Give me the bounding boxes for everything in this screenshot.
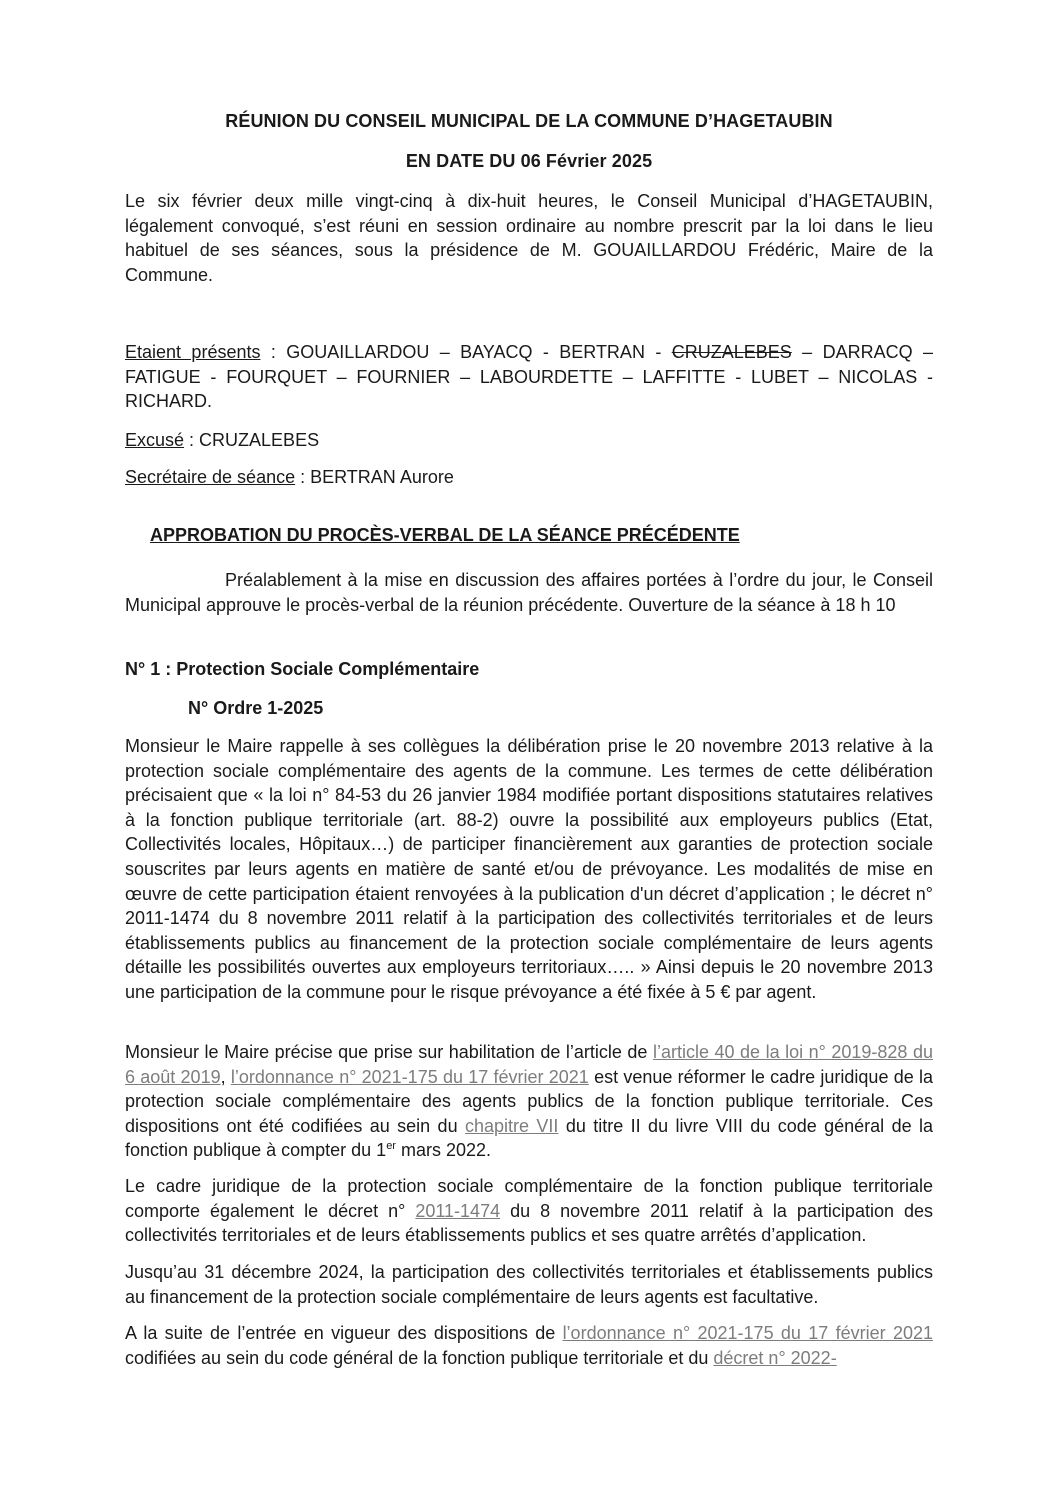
secretary-line: [125, 465, 933, 490]
intro-paragraph: Le six février deux mille vingt-cinq à dix-huit heures, le Conseil Municipal d’HAGETAUBIN, légalement convoqué, s’est réuni en session ordinaire au nombre prescrit par la loi dans le lieu habituel de ses séances, sous la présidence de M. GOUAILLARDOU Frédéric, Maire de la Commune.: [125, 191, 933, 285]
excused-label: Excusé: [125, 430, 185, 450]
p2-text-a: Monsieur le Maire précise que prise sur habilitation de l’article de: [125, 1042, 653, 1062]
item1-paragraph-1: Monsieur le Maire rappelle à ses collègues la délibération prise le 20 novembre 2013 relative à la protection sociale complémentaire des agents de la commune. Les termes de cette délibération précisaient que « la loi n° 84-53 du 26 janvier 1984 modifiée portant dispositions statutaires relatives à la fonction publique territoriale (art. 88-2) ouvre la possibilité aux employeurs publics (Etat, Collectivités locales, Hôpitaux…) de participer financièrement aux garanties de protection sociale souscrites par leurs agents en matière de santé et/ou de prévoyance. Les modalités de mise en œuvre de cette participation étaient renvoyées à la publication d'un décret d’application ; le décret n° 2011-1474 du 8 novembre 2011 relatif à la participation des collectivités territoriales et de leurs établissements publics au financement de la protection sociale complémentaire de leurs agents détaille les possibilités ouvertes aux employeurs territoriaux….. » Ainsi depuis le 20 novembre 2013 une participation de la commune pour le risque prévoyance a été fixée à 5 € par agent.: [125, 736, 933, 1002]
present-label: Etaient présents: [125, 342, 261, 362]
link-ordonnance-2021-175[interactable]: l’ordonnance n° 2021-175 du 17 février 2021: [230, 1066, 589, 1087]
item1-paragraph-2: [125, 1040, 933, 1163]
approval-paragraph: Préalablement à la mise en discussion des affaires portées à l’ordre du jour, le Conseil Municipal approuve le procès-verbal de la réunion précédente. Ouverture de la séance à 18 h 10: [125, 570, 933, 615]
link-chapitre-vii[interactable]: chapitre VII: [464, 1115, 559, 1136]
p2-text-c: est venue réformer le cadre juridique de la protection sociale complémentaire des agents publics de la fonction publique territoriale. Ces dispositions ont été codifiées au sein du: [125, 1066, 933, 1136]
p5-text-b: codifiées au sein du code général de la fonction publique territoriale et du: [125, 1347, 714, 1368]
p2-text-b: ,: [220, 1066, 231, 1087]
link-ordonnance-2021-175-b[interactable]: l’ordonnance n° 2021-175 du 17 février 2021: [562, 1323, 933, 1343]
p2-text-e: mars 2022.: [395, 1140, 492, 1161]
p5-text-a: A la suite de l’entrée en vigueur des dispositions de: [125, 1323, 563, 1343]
link-loi-2019-828[interactable]: l’article 40 de la loi n° 2019-828 du 6 août 2019: [125, 1042, 933, 1087]
p3-text-b: du 8 novembre 2011 relatif à la participation des collectivités territoriales et de leurs établissements publics et ses quatre arrêtés d’application.: [125, 1200, 933, 1246]
item1-paragraph-3: [125, 1174, 933, 1248]
document-title: RÉUNION DU CONSEIL MUNICIPAL DE LA COMMUNE D’HAGETAUBIN: [225, 111, 833, 131]
item1-paragraph-5: [125, 1321, 933, 1370]
link-decret-2022[interactable]: décret n° 2022-: [713, 1347, 837, 1368]
present-list-part1: GOUAILLARDOU – BAYACQ - BERTRAN -: [286, 342, 672, 362]
struck-member: CRUZALEBES: [671, 342, 792, 362]
item1-order: N° Ordre 1-2025: [188, 698, 324, 718]
p3-text-a: Le cadre juridique de la protection sociale complémentaire de la fonction publique territoriale comporte également le décret n°: [125, 1176, 933, 1221]
item1-heading: N° 1 : Protection Sociale Complémentaire: [125, 659, 480, 679]
link-decret-2011-1474[interactable]: 2011-1474: [415, 1200, 501, 1221]
excused-line: [125, 428, 933, 453]
p2-text-d: du titre II du livre VIII du code général de la fonction publique à compter du 1: [125, 1115, 933, 1161]
excused-value: CRUZALEBES: [199, 430, 320, 450]
secretary-value: BERTRAN Aurore: [310, 467, 454, 487]
present-members: [125, 340, 933, 414]
p2-superscript: er: [386, 1140, 396, 1153]
excused-separator: :: [184, 430, 200, 450]
present-list-part2: – DARRACQ – FATIGUE - FOURQUET – FOURNIER – LABOURDETTE – LAFFITTE - LUBET – NICOLAS - RICHARD.: [125, 342, 933, 412]
secretary-separator: :: [295, 467, 311, 487]
secretary-label: Secrétaire de séance: [125, 467, 296, 487]
present-separator: :: [260, 342, 287, 362]
meeting-date: EN DATE DU 06 Février 2025: [405, 151, 653, 171]
item1-paragraph-4: Jusqu’au 31 décembre 2024, la participation des collectivités territoriales et établissements publics au financement de la protection sociale complémentaire de leurs agents est facultative.: [125, 1262, 933, 1307]
approval-heading: APPROBATION DU PROCÈS-VERBAL DE LA SÉANCE PRÉCÉDENTE: [150, 525, 740, 545]
